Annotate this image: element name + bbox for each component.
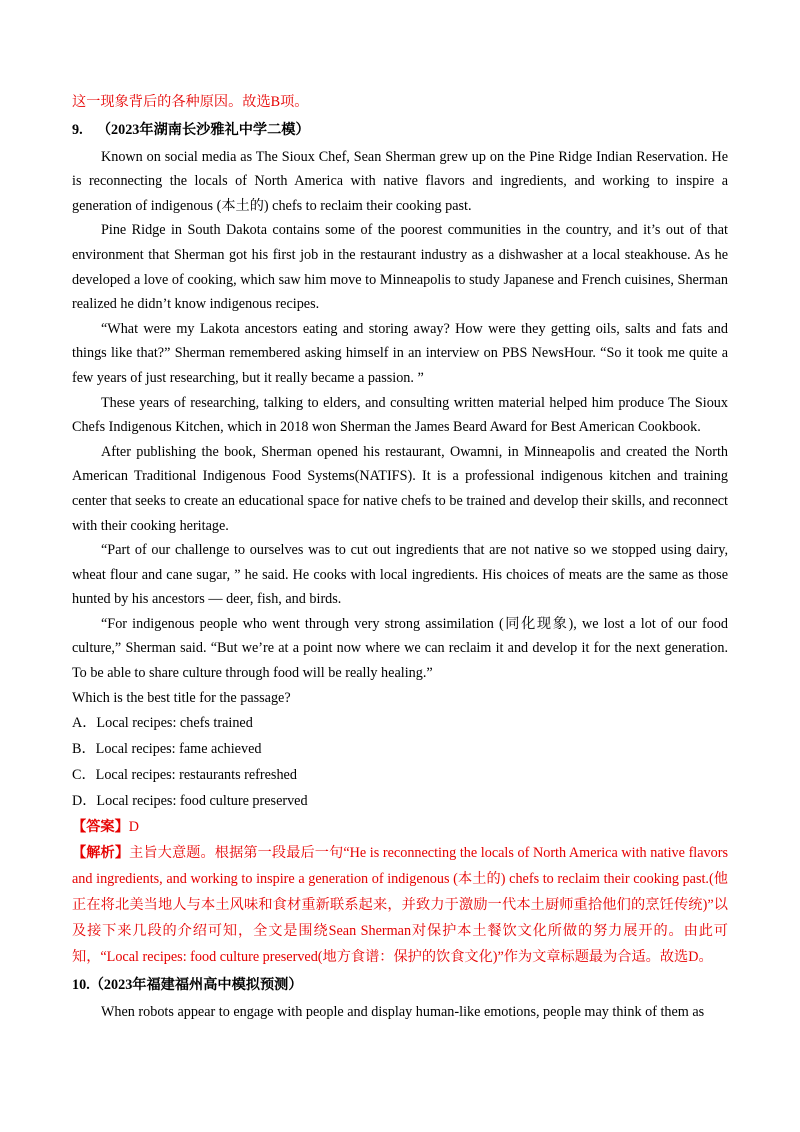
document-page <box>72 90 728 1025</box>
answer-line <box>72 814 728 840</box>
passage-paragraph-6: “Part of our challenge to ourselves was to cut out ingredients that are not native so we stopped using dairy, wheat flour and cane sugar, ” he said. He cooks with local ingredients. His choices of meats are the same as those hunted by his ancestors — deer, fish, and birds. <box>72 542 728 608</box>
passage-paragraph-7: “For indigenous people who went through very strong assimilation (同化现象), we lost a lot of our food culture,” Sherman said. “But we’re at a point now where we can reclaim it and develop it for the next generation. To be able to share culture through food will be really healing.” <box>72 615 728 682</box>
passage-paragraph-1: Known on social media as The Sioux Chef, Sean Sherman grew up on the Pine Ridge Indian Reservation. He is reconnecting the locals of North America with native flavors and ingredients, and working to inspire a generation of indigenous (本土的) chefs to reclaim their cooking past. <box>72 148 728 214</box>
question-9-source: （2023年湖南长沙雅礼中学二模） <box>96 121 310 138</box>
passage-paragraph-4: These years of researching, talking to elders, and consulting written material helped him produce The Sioux Chefs Indigenous Kitchen, which in 2018 won Sherman the James Beard Award for Best American Cookbook. <box>72 394 728 436</box>
question-9-number: 9. <box>72 121 83 138</box>
previous-answer-tail: 这一现象背后的各种原因。故选B项。 <box>72 94 309 110</box>
analysis-text: 主旨大意题。根据第一段最后一句“He is reconnecting the locals of North America with native flavors and ingredients, and working to inspire a generation of indigenous (本土的) chefs to reclaim their cooking past.(他正在将北美当地人与本土风味和食材重新联系起来，并致力于激励一代本土厨师重拾他们的烹饪传统)”以及接下来几段的介绍可知，全文是围绕Sean Sherman对保护本土餐饮文化所做的努力展开的。由此可知，“Local recipes: food culture preserved(地方食谱：保护的饮食文化)”作为文章标题最为合适。故选D。 <box>72 845 728 966</box>
option-a: A．Local recipes: chefs trained <box>72 715 253 732</box>
question-9-heading <box>72 115 728 145</box>
analysis-block <box>72 840 728 970</box>
option-c: C．Local recipes: restaurants refreshed <box>72 767 297 784</box>
analysis-label: 【解析】 <box>72 845 130 862</box>
passage-paragraph-2: Pine Ridge in South Dakota contains some of the poorest communities in the country, and it’s out of that environment that Sherman got his first job in the restaurant industry as a dishwasher at a local steakhouse. As he developed a love of cooking, which saw him move to Minneapolis to study Japanese and French cuisines, Sherman realized he didn’t know indigenous recipes. <box>72 222 728 313</box>
passage-paragraph-5: After publishing the book, Sherman opened his restaurant, Owamni, in Minneapolis and created the North American Traditional Indigenous Food Systems(NATIFS). It is a professional indigenous kitchen and training center that seeks to create an educational space for native chefs to be trained and develop their skills, and reconnect with their cooking heritage. <box>72 443 728 534</box>
question-10-heading <box>72 970 728 1000</box>
passage-paragraph-3: “What were my Lakota ancestors eating and storing away? How were they getting oils, salts and fats and things like that?” Sherman remembered asking himself in an interview on PBS NewsHour. “So it took me quite a few years of just researching, but it really became a passion. ” <box>72 320 728 386</box>
answer-label: 【答案】 <box>72 819 129 836</box>
question-9-prompt: Which is the best title for the passage? <box>72 689 291 706</box>
option-b: B．Local recipes: fame achieved <box>72 741 262 758</box>
question-10-source: （2023年福建福州高中模拟预测） <box>89 977 303 994</box>
question-10-number: 10. <box>72 977 90 994</box>
answer-value: D <box>128 819 140 836</box>
question-10-first-line: When robots appear to engage with people and display human-like emotions, people may think of them as <box>101 1004 705 1021</box>
option-d: D．Local recipes: food culture preserved <box>72 793 308 810</box>
